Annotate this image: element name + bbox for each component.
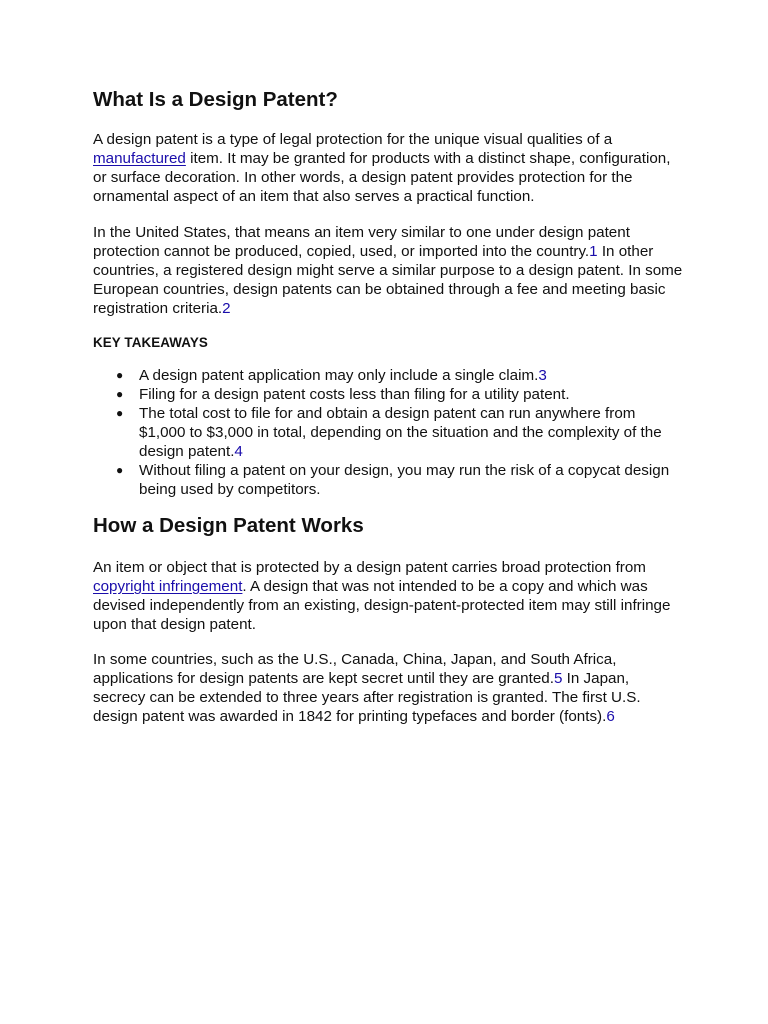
footnote-ref-1[interactable]: 1	[589, 243, 598, 260]
key-takeaways-heading: KEY TAKEAWAYS	[93, 335, 208, 350]
bullet-icon: ●	[116, 463, 124, 477]
footnote-ref-6[interactable]: 6	[606, 708, 615, 725]
bullet-icon: ●	[116, 406, 124, 420]
list-item-text: A design patent application may only include a single claim.	[139, 367, 539, 384]
list-item-text: The total cost to file for and obtain a design patent can run anywhere from $1,000 to $3,000 in total, depending on the situation and the complexity of the design patent.	[139, 405, 662, 460]
paragraph-text: In other countries, a registered design might serve a similar purpose to a design patent. In some European countries, design patents can be obtained through a fee and meeting basic registration criteria.	[93, 243, 683, 317]
article	[93, 86, 683, 726]
section-heading-what-is: What Is a Design Patent?	[93, 88, 338, 111]
manufactured-link[interactable]: manufactured	[93, 150, 186, 167]
section-heading-how-it-works: How a Design Patent Works	[93, 514, 364, 537]
bullet-icon: ●	[116, 387, 124, 401]
list-item	[93, 366, 683, 385]
paragraph-text: In the United States, that means an item very similar to one under design patent protection cannot be produced, copied, used, or imported into the country.	[93, 224, 630, 260]
list-item	[93, 404, 683, 461]
paragraph-protection	[93, 558, 683, 634]
paragraph-text: A design patent is a type of legal protection for the unique visual qualities of a	[93, 131, 613, 148]
bullet-icon: ●	[116, 368, 124, 382]
footnote-ref-3[interactable]: 3	[538, 367, 547, 384]
paragraph-secrecy	[93, 650, 683, 726]
footnote-ref-5[interactable]: 5	[553, 670, 563, 687]
list-item	[93, 385, 683, 404]
paragraph-united-states	[93, 223, 683, 318]
key-takeaways-list	[93, 366, 683, 499]
list-item	[93, 461, 683, 499]
paragraph-text: item. It may be granted for products with a distinct shape, configuration, or surface decoration. In other words, a design patent provides protection for the ornamental aspect of an item that also serves a practical function.	[93, 150, 671, 205]
footnote-ref-4[interactable]: 4	[234, 443, 243, 460]
paragraph-text: In Japan, secrecy can be extended to three years after registration is granted. The first U.S. design patent was awarded in 1842 for printing typefaces and border (fonts).	[93, 670, 641, 725]
list-item-text: Filing for a design patent costs less than filing for a utility patent.	[139, 386, 570, 403]
copyright-infringement-link[interactable]: copyright infringement	[93, 578, 243, 595]
paragraph-text: An item or object that is protected by a design patent carries broad protection from	[93, 559, 646, 576]
paragraph-text: . A design that was not intended to be a copy and which was devised independently from an existing, design-patent-protected item may still infringe upon that design patent.	[93, 578, 671, 633]
paragraph-text: In some countries, such as the U.S., Canada, China, Japan, and South Africa, applications for design patents are kept secret until they are granted.	[93, 651, 617, 687]
footnote-ref-2[interactable]: 2	[222, 300, 231, 317]
list-item-text: Without filing a patent on your design, you may run the risk of a copycat design being used by competitors.	[139, 462, 670, 498]
paragraph-definition	[93, 130, 683, 206]
